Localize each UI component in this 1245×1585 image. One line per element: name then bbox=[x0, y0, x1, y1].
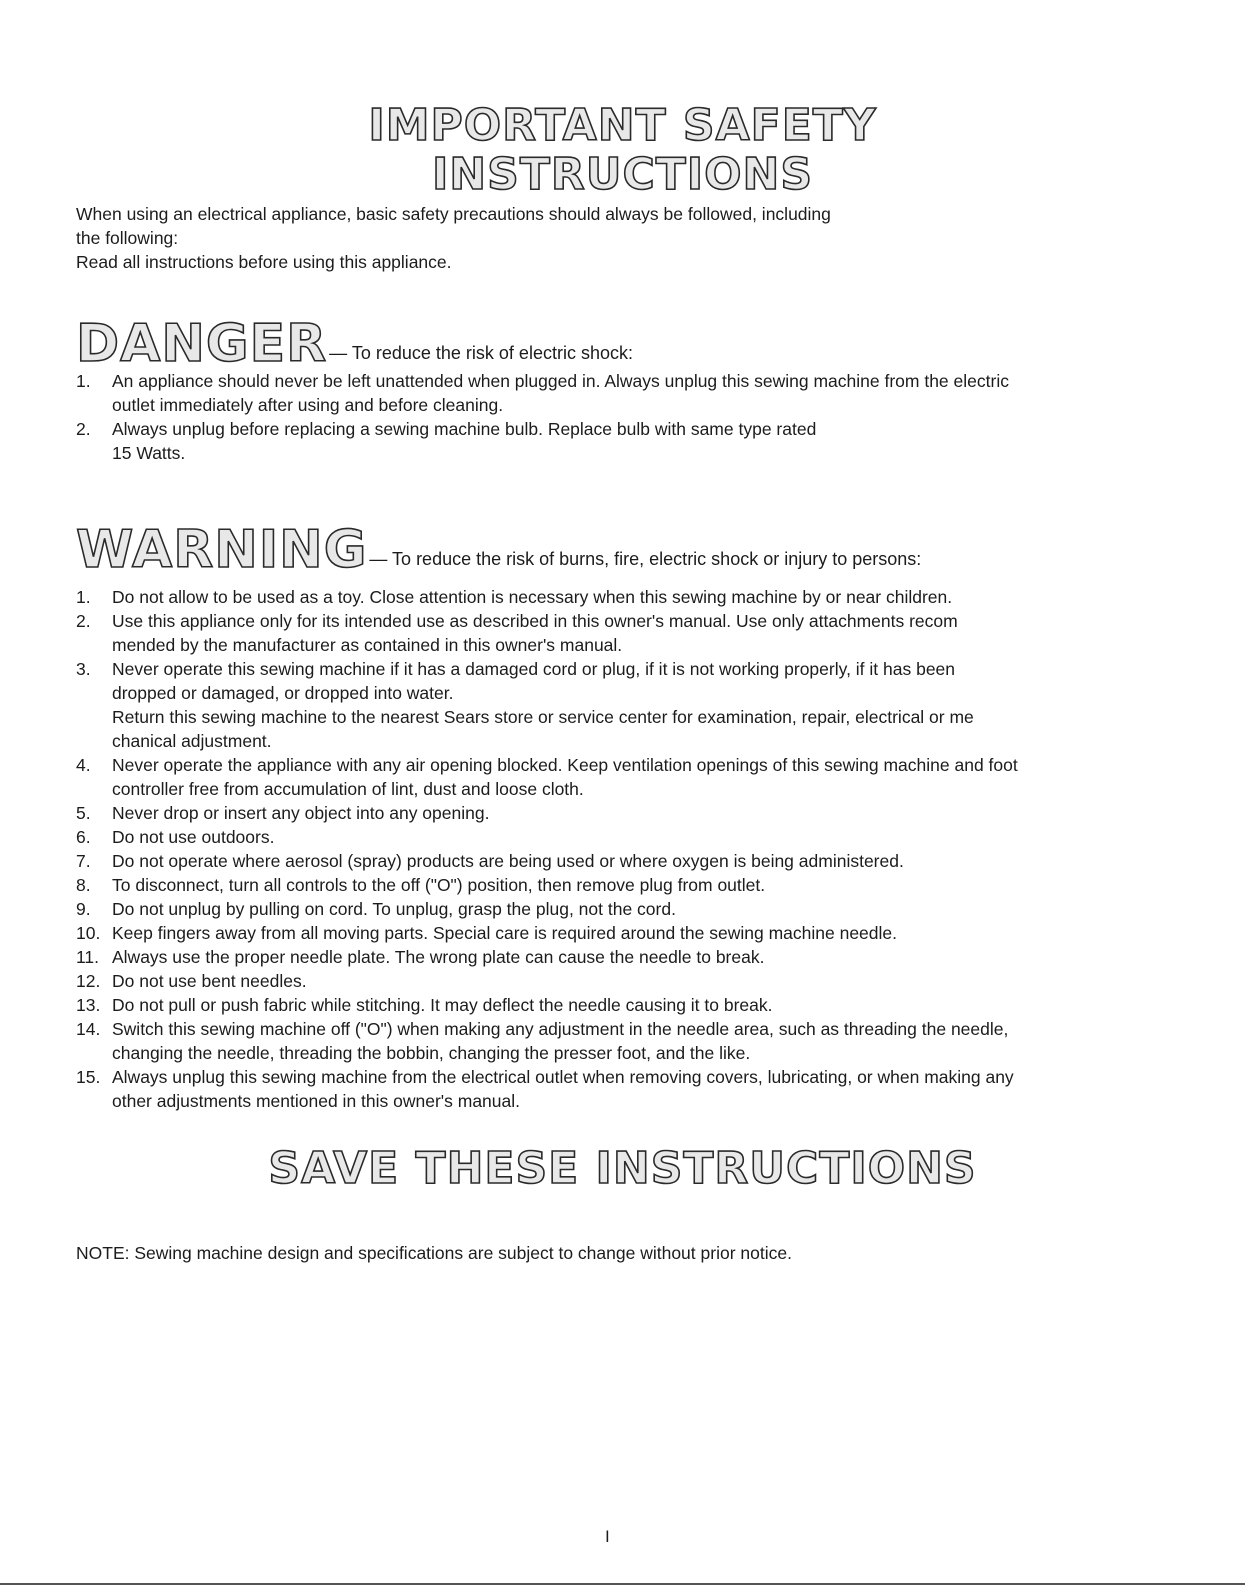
list-item-line: To disconnect, turn all controls to the off ("O") position, then remove plug from outlet. bbox=[112, 875, 766, 895]
list-item-line: An appliance should never be left unattended when plugged in. Always unplug this sewing machine from the electric bbox=[112, 371, 1009, 391]
list-item-number: 12. bbox=[76, 971, 101, 991]
list-item-line: outlet immediately after using and before cleaning. bbox=[112, 395, 504, 415]
list-item-number: 5. bbox=[76, 803, 91, 823]
list-item-number: 8. bbox=[76, 875, 91, 895]
save-instructions-heading: SAVE THESE INSTRUCTIONS bbox=[268, 1143, 977, 1194]
list-item-number: 7. bbox=[76, 851, 91, 871]
list-item-line: changing the needle, threading the bobbin, changing the presser foot, and the like. bbox=[112, 1043, 751, 1063]
list-item-number: 11. bbox=[76, 947, 100, 967]
list-item bbox=[76, 897, 1236, 921]
list-item-line: Always use the proper needle plate. The wrong plate can cause the needle to break. bbox=[112, 947, 765, 967]
list-item bbox=[76, 585, 1236, 609]
list-item-number: 1. bbox=[76, 371, 91, 391]
list-item bbox=[76, 1065, 1236, 1113]
list-item-line: Never drop or insert any object into any opening. bbox=[112, 803, 490, 823]
danger-subheading: — To reduce the risk of electric shock: bbox=[329, 343, 633, 363]
list-item-line: Always unplug this sewing machine from the electrical outlet when removing covers, lubricating, or when making any bbox=[112, 1067, 1014, 1087]
list-item-number: 6. bbox=[76, 827, 91, 847]
list-item-line: other adjustments mentioned in this owner's manual. bbox=[112, 1091, 521, 1111]
list-item-number: 13. bbox=[76, 995, 101, 1015]
list-item-line: Keep fingers away from all moving parts. Special care is required around the sewing machine needle. bbox=[112, 923, 898, 943]
list-item-line: dropped or damaged, or dropped into water. bbox=[112, 683, 454, 703]
list-item-number: 3. bbox=[76, 659, 91, 679]
list-item bbox=[76, 657, 1236, 753]
list-item-line: Never operate this sewing machine if it has a damaged cord or plug, if it is not working properly, if it has been bbox=[112, 659, 956, 679]
intro-line: When using an electrical appliance, basic safety precautions should always be followed, including bbox=[76, 204, 831, 224]
danger-heading-row bbox=[76, 314, 633, 374]
page-title-line2: INSTRUCTIONS bbox=[431, 149, 814, 200]
list-item-line: Switch this sewing machine off ("O") when making any adjustment in the needle area, such as threading the needle, bbox=[112, 1019, 1009, 1039]
list-item-line: controller free from accumulation of lint, dust and loose cloth. bbox=[112, 779, 584, 799]
list-item bbox=[76, 849, 1236, 873]
list-item-number: 4. bbox=[76, 755, 91, 775]
note-text: NOTE: Sewing machine design and specifications are subject to change without prior notice. bbox=[76, 1243, 792, 1263]
list-item bbox=[76, 873, 1236, 897]
list-item bbox=[76, 801, 1236, 825]
warning-heading-row bbox=[76, 520, 922, 580]
list-item bbox=[76, 993, 1236, 1017]
list-item-line: Do not allow to be used as a toy. Close attention is necessary when this sewing machine by or near children. bbox=[112, 587, 953, 607]
list-item-number: 2. bbox=[76, 419, 91, 439]
list-item-number: 15. bbox=[76, 1067, 101, 1087]
list-item-line: Do not operate where aerosol (spray) products are being used or where oxygen is being administered. bbox=[112, 851, 904, 871]
danger-list bbox=[76, 369, 1236, 465]
list-item-number: 10. bbox=[76, 923, 101, 943]
list-item-number: 14. bbox=[76, 1019, 101, 1039]
list-item-line: mended by the manufacturer as contained in this owner's manual. bbox=[112, 635, 623, 655]
list-item bbox=[76, 1017, 1236, 1065]
page-title-line1: IMPORTANT SAFETY bbox=[368, 100, 877, 151]
list-item-line: Use this appliance only for its intended use as described in this owner's manual. Use only attachments recom bbox=[112, 611, 958, 631]
intro-line: the following: bbox=[76, 228, 179, 248]
list-item-line: Do not use bent needles. bbox=[112, 971, 307, 991]
intro-line: Read all instructions before using this appliance. bbox=[76, 252, 452, 272]
list-item bbox=[76, 921, 1236, 945]
list-item-line: Do not pull or push fabric while stitching. It may deflect the needle causing it to break. bbox=[112, 995, 773, 1015]
list-item-line: 15 Watts. bbox=[112, 443, 186, 463]
list-item bbox=[76, 753, 1236, 801]
list-item bbox=[76, 417, 1236, 465]
list-item-line: Return this sewing machine to the nearest Sears store or service center for examination, repair, electrical or me bbox=[112, 707, 974, 727]
intro-paragraph bbox=[76, 202, 1176, 274]
list-item-number: 1. bbox=[76, 587, 91, 607]
list-item-line: Do not unplug by pulling on cord. To unplug, grasp the plug, not the cord. bbox=[112, 899, 676, 919]
list-item-line: Never operate the appliance with any air opening blocked. Keep ventilation openings of this sewing machine and foot bbox=[112, 755, 1018, 775]
list-item bbox=[76, 609, 1236, 657]
list-item bbox=[76, 369, 1236, 417]
warning-list bbox=[76, 585, 1236, 1113]
danger-heading: DANGER bbox=[76, 314, 328, 374]
list-item-line: Always unplug before replacing a sewing machine bulb. Replace bulb with same type rated bbox=[112, 419, 817, 439]
warning-heading: WARNING bbox=[76, 520, 368, 580]
list-item bbox=[76, 969, 1236, 993]
page-number: I bbox=[605, 1527, 610, 1546]
list-item-number: 9. bbox=[76, 899, 91, 919]
list-item bbox=[76, 825, 1236, 849]
warning-subheading: — To reduce the risk of burns, fire, electric shock or injury to persons: bbox=[369, 549, 922, 569]
list-item-line: Do not use outdoors. bbox=[112, 827, 275, 847]
list-item-number: 2. bbox=[76, 611, 91, 631]
list-item-line: chanical adjustment. bbox=[112, 731, 272, 751]
list-item bbox=[76, 945, 1236, 969]
